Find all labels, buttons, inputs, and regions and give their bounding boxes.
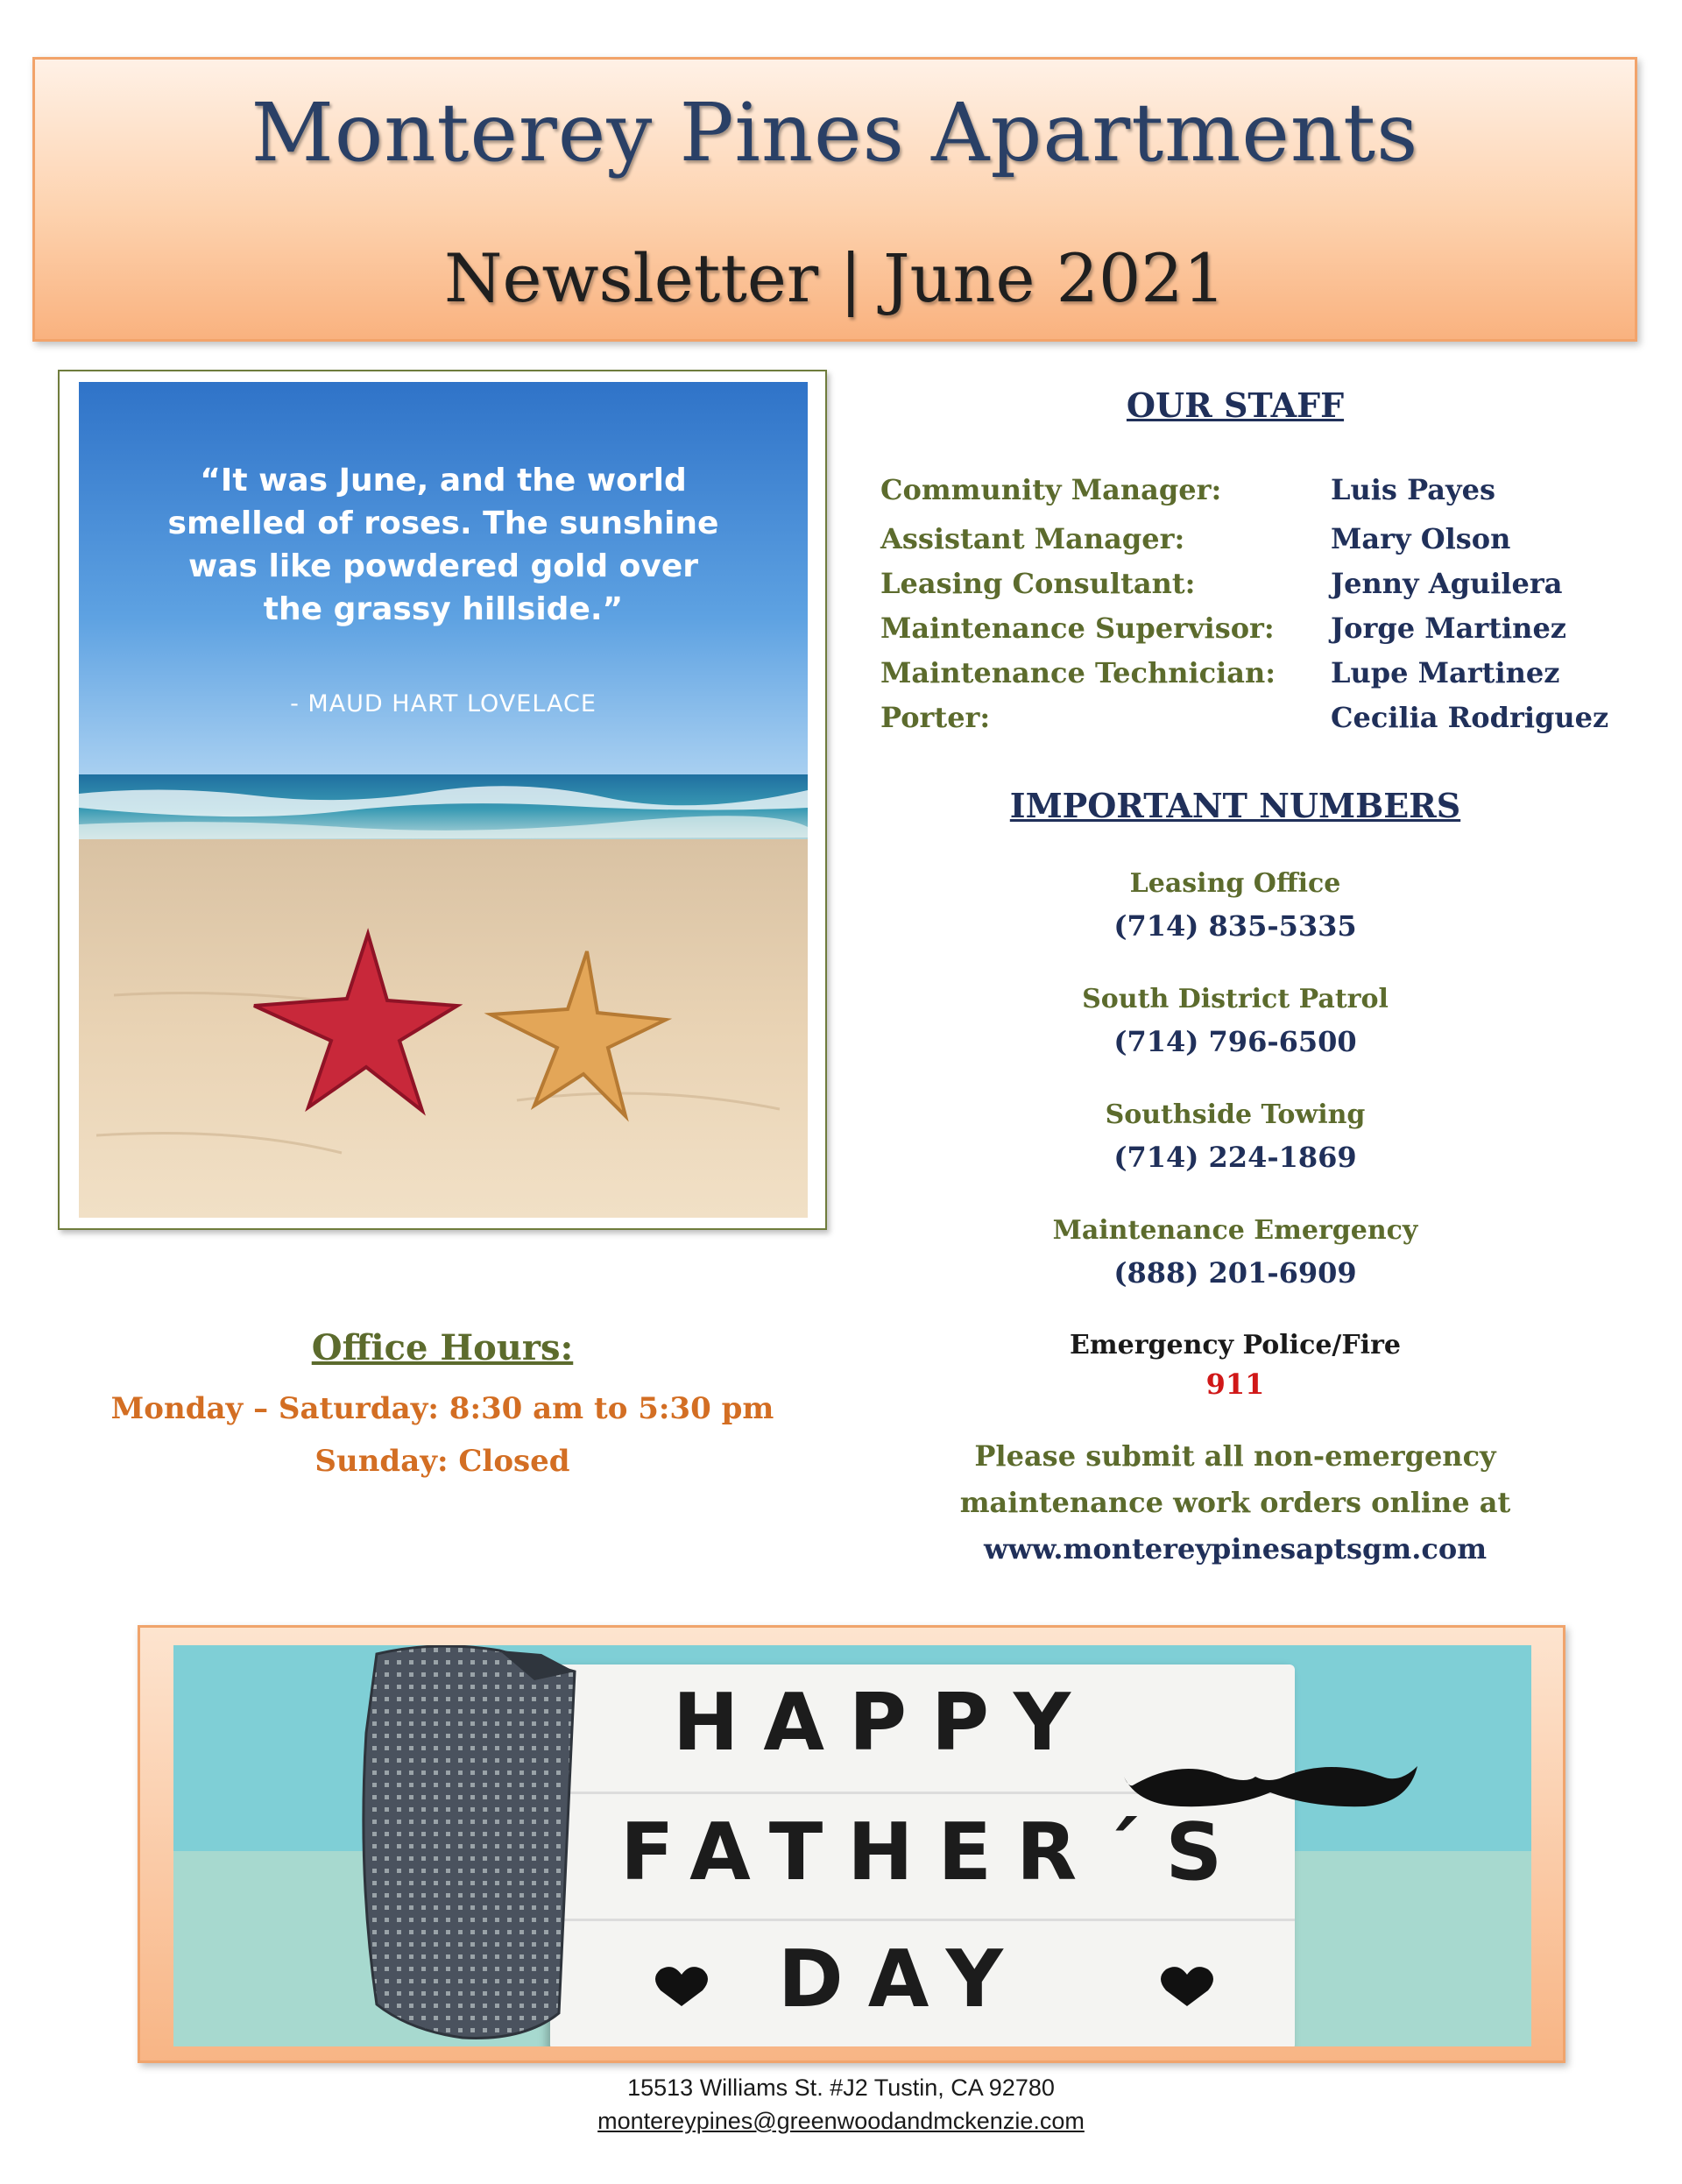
footer-email-link[interactable]: montereypines@greenwoodandmckenzie.com — [597, 2108, 1085, 2134]
number-entry-leasing — [876, 863, 1594, 947]
emergency-number[interactable]: 911 — [1205, 1368, 1265, 1401]
heart-icon — [1161, 1967, 1213, 2006]
number-label: Maintenance Emergency — [1052, 1215, 1418, 1246]
newsletter-subtitle: Newsletter | June 2021 — [443, 239, 1226, 317]
phone-number[interactable]: (714) 224-1869 — [1113, 1141, 1357, 1174]
moustache-icon — [1124, 1766, 1417, 1806]
number-entry-towing — [876, 1094, 1594, 1178]
quote-author: - MAUD HART LOVELACE — [290, 690, 597, 717]
staff-row — [880, 473, 1634, 517]
heart-icon — [655, 1967, 708, 2006]
number-label: Emergency Police/Fire — [1070, 1330, 1401, 1361]
staff-role: Leasing Consultant: — [880, 567, 1196, 600]
staff-role: Maintenance Supervisor: — [880, 611, 1275, 645]
staff-role: Maintenance Technician: — [880, 656, 1276, 689]
staff-role: Community Manager: — [880, 473, 1222, 506]
phone-number[interactable]: (714) 796-6500 — [1113, 1025, 1357, 1058]
phone-number[interactable]: (714) 835-5335 — [1113, 909, 1357, 943]
staff-row — [880, 656, 1634, 700]
sign-word-day: DAY — [778, 1933, 1028, 2025]
staff-name: Mary Olson — [1331, 522, 1511, 555]
staff-name: Lupe Martinez — [1331, 656, 1560, 689]
office-hours-weekday: Monday – Saturday: 8:30 am to 5:30 pm — [110, 1391, 774, 1426]
number-label: Leasing Office — [1129, 868, 1341, 899]
fathers-day-banner — [138, 1625, 1565, 2063]
footer-address: 15513 Williams St. #J2 Tustin, CA 92780 — [627, 2074, 1055, 2101]
work-order-line: Please submit all non-emergency — [974, 1439, 1496, 1473]
phone-number[interactable]: (888) 201-6909 — [1113, 1256, 1357, 1290]
beach-photo — [79, 382, 808, 1218]
website-link[interactable]: www.montereypinesaptsgm.com — [983, 1532, 1488, 1566]
staff-role: Porter: — [880, 701, 991, 734]
sign-word-happy: HAPPY — [673, 1677, 1096, 1769]
number-entry-emergency — [876, 1325, 1594, 1402]
quote-photo-frame — [58, 370, 827, 1230]
number-label: South District Patrol — [1082, 984, 1389, 1014]
necktie-icon — [364, 1646, 575, 2039]
staff-name: Jenny Aguilera — [1331, 567, 1563, 600]
staff-row — [880, 567, 1634, 611]
fathers-day-decorations — [173, 1645, 1531, 2046]
important-numbers-heading: IMPORTANT NUMBERS — [1009, 786, 1461, 825]
staff-row — [880, 701, 1634, 745]
sign-word-fathers: FATHER´S — [620, 1806, 1247, 1898]
staff-name: Cecilia Rodriguez — [1331, 701, 1609, 734]
header-banner — [32, 57, 1637, 342]
staff-name: Luis Payes — [1331, 473, 1495, 506]
work-order-notice — [876, 1433, 1594, 1573]
newsletter-title: Monterey Pines Apartments — [251, 86, 1419, 180]
number-entry-patrol — [876, 979, 1594, 1063]
office-hours-heading: Office Hours: — [311, 1327, 574, 1368]
staff-heading: OUR STAFF — [1126, 385, 1345, 425]
number-entry-maintenance — [876, 1210, 1594, 1294]
staff-row — [880, 522, 1634, 566]
fathers-day-photo — [173, 1645, 1531, 2046]
number-label: Southside Towing — [1105, 1099, 1366, 1130]
quote-text: “It was June, and the world smelled of roses. The sunshine was like powdered gold over the grassy hillside.” — [167, 463, 719, 627]
work-order-line: maintenance work orders online at — [959, 1486, 1511, 1519]
office-hours-sunday: Sunday: Closed — [314, 1444, 570, 1479]
staff-name: Jorge Martinez — [1331, 611, 1566, 645]
staff-row — [880, 611, 1634, 655]
staff-role: Assistant Manager: — [880, 522, 1185, 555]
